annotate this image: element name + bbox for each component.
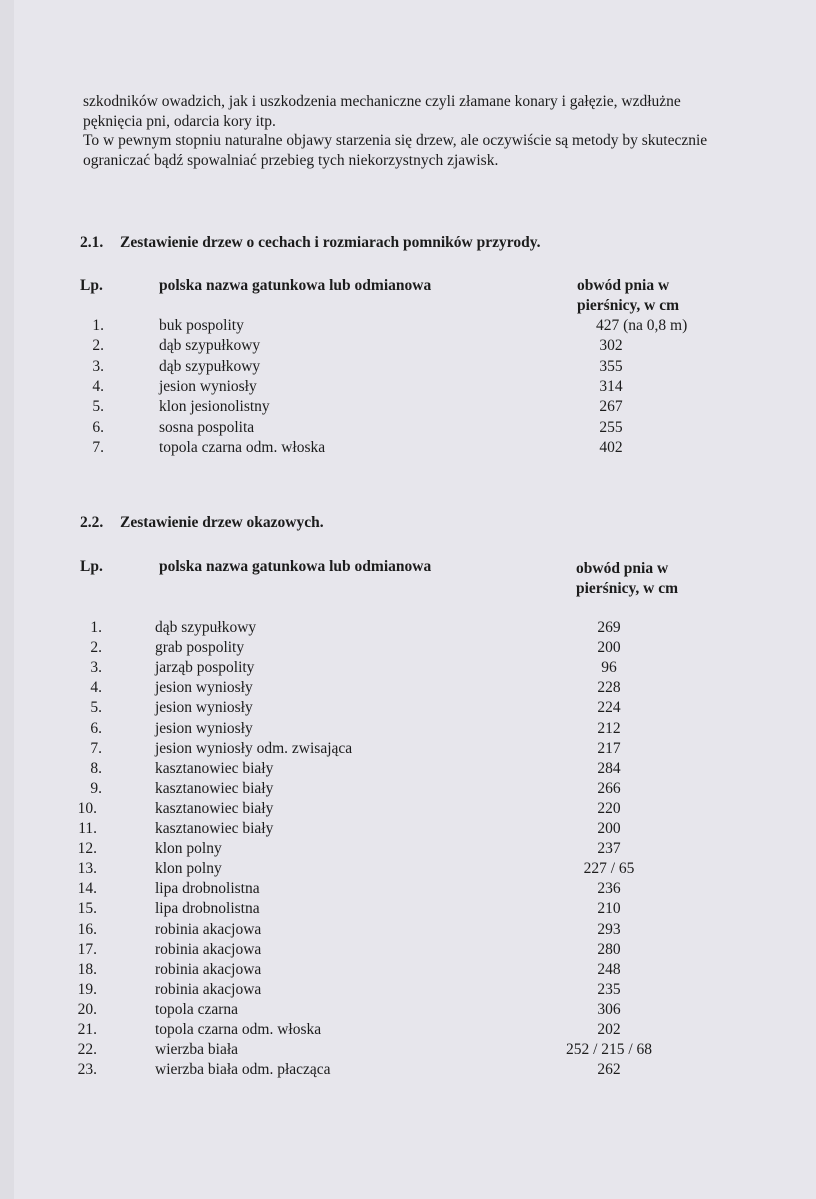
- trunk-circumference: 314: [599, 377, 623, 395]
- trunk-circumference: 302: [599, 337, 623, 355]
- trunk-circumference: 236: [597, 880, 621, 898]
- tree-species-name: jesion wyniosły: [155, 699, 253, 717]
- section-1-heading: [80, 234, 540, 252]
- trunk-circumference: 237: [597, 840, 621, 858]
- row-number: 11.: [78, 820, 97, 837]
- table-row: [0, 377, 816, 397]
- tree-species-name: topola czarna odm. włoska: [159, 438, 326, 456]
- row-number: 10.: [77, 799, 97, 817]
- row-number: 19.: [77, 980, 97, 998]
- trunk-circumference: 202: [597, 1021, 621, 1038]
- tree-species-name: sosna pospolita: [159, 418, 255, 436]
- tree-species-name: klon polny: [155, 840, 222, 858]
- table-row: [0, 638, 816, 658]
- row-number: 20.: [77, 1000, 97, 1018]
- row-number: 9.: [90, 779, 102, 797]
- row-number: 21.: [77, 1021, 97, 1038]
- trunk-circumference: 248: [597, 960, 621, 978]
- table-1-header-value-2: pierśnicy, w cm: [577, 297, 680, 314]
- table-row: [0, 438, 816, 458]
- trunk-circumference: 217: [597, 739, 621, 757]
- trunk-circumference: 228: [597, 679, 621, 697]
- section-1-number: 2.1.: [80, 234, 104, 251]
- tree-species-name: kasztanowiec biały: [155, 799, 274, 817]
- table-2-header-name: polska nazwa gatunkowa lub odmianowa: [159, 558, 432, 575]
- table-row: [0, 879, 816, 899]
- intro-line-2: To w pewnym stopniu naturalne objawy starzenia się drzew, ale oczywiście są metody by skutecznie ograniczać bądź spowalniać przebieg tych niekorzystnych zjawisk.: [83, 132, 708, 169]
- row-number: 7.: [92, 438, 104, 456]
- tree-species-name: buk pospolity: [159, 317, 244, 334]
- tree-species-name: klon polny: [155, 860, 222, 878]
- tree-species-name: dąb szypułkowy: [159, 337, 261, 355]
- table-2-header-value-1: obwód pnia w: [576, 560, 669, 577]
- row-number: 1.: [92, 317, 104, 334]
- row-number: 12.: [77, 840, 97, 858]
- section-2-heading: [80, 514, 324, 532]
- row-number: 15.: [77, 900, 97, 918]
- table-row: [0, 839, 816, 859]
- table-1-header-lp: Lp.: [80, 277, 103, 294]
- table-row: [0, 357, 816, 377]
- row-number: 3.: [90, 659, 102, 677]
- row-number: 3.: [92, 357, 104, 375]
- tree-species-name: klon jesionolistny: [159, 398, 270, 416]
- row-number: 23.: [77, 1061, 97, 1079]
- trunk-circumference: 262: [597, 1061, 621, 1079]
- table-row: [0, 899, 816, 919]
- trunk-circumference: 267: [599, 398, 623, 416]
- table-row: [0, 618, 816, 638]
- table-row: [0, 960, 816, 980]
- trunk-circumference: 355: [599, 357, 623, 375]
- tree-species-name: jarząb pospolity: [155, 659, 255, 677]
- table-row: [0, 316, 816, 336]
- trunk-circumference: 280: [597, 940, 621, 958]
- tree-species-name: wierzba biała odm. płacząca: [155, 1061, 331, 1079]
- table-row: [0, 920, 816, 940]
- trunk-circumference: 402: [599, 438, 623, 456]
- section-2-number: 2.2.: [80, 514, 104, 531]
- table-row: [0, 759, 816, 779]
- row-number: 2.: [92, 337, 104, 355]
- row-number: 13.: [77, 860, 97, 878]
- tree-species-name: robinia akacjowa: [155, 940, 262, 958]
- tree-species-name: wierzba biała: [155, 1041, 239, 1059]
- table-row: [0, 980, 816, 1000]
- tree-species-name: robinia akacjowa: [155, 980, 262, 998]
- row-number: 16.: [77, 920, 97, 938]
- section-1-title: Zestawienie drzew o cechach i rozmiarach pomników przyrody.: [120, 234, 541, 251]
- trunk-circumference: 427 (na 0,8 m): [596, 317, 688, 334]
- table-1-header-name: polska nazwa gatunkowa lub odmianowa: [159, 277, 432, 294]
- intro-line-1: szkodników owadzich, jak i uszkodzenia mechaniczne czyli złamane konary i gałęzie, wzdłużne pęknięcia pni, odarcia kory itp.: [83, 93, 681, 130]
- row-number: 6.: [90, 719, 102, 737]
- trunk-circumference: 306: [597, 1000, 621, 1018]
- row-number: 4.: [90, 679, 102, 697]
- row-number: 5.: [90, 699, 102, 717]
- row-number: 8.: [90, 759, 102, 777]
- row-number: 22.: [77, 1041, 97, 1059]
- trunk-circumference: 96: [601, 659, 617, 677]
- trunk-circumference: 269: [597, 619, 621, 636]
- row-number: 1.: [90, 619, 102, 636]
- table-row: [0, 1040, 816, 1060]
- table-row: [0, 1020, 816, 1040]
- tree-species-name: kasztanowiec biały: [155, 820, 274, 837]
- table-row: [0, 859, 816, 879]
- tree-species-name: jesion wyniosły: [159, 377, 257, 395]
- tree-species-name: jesion wyniosły odm. zwisająca: [155, 739, 353, 757]
- tree-species-name: kasztanowiec biały: [155, 779, 274, 797]
- trunk-circumference: 293: [597, 920, 621, 938]
- row-number: 7.: [90, 739, 102, 757]
- row-number: 2.: [90, 639, 102, 657]
- table-row: [0, 698, 816, 718]
- table-row: [0, 739, 816, 759]
- tree-species-name: grab pospolity: [155, 639, 245, 657]
- row-number: 5.: [92, 398, 104, 416]
- tree-species-name: robinia akacjowa: [155, 960, 262, 978]
- table-2-header-value-2: pierśnicy, w cm: [576, 580, 679, 597]
- trunk-circumference: 227 / 65: [583, 860, 635, 878]
- trunk-circumference: 210: [597, 900, 621, 918]
- tree-species-name: dąb szypułkowy: [159, 357, 261, 375]
- trunk-circumference: 235: [597, 980, 621, 998]
- table-row: [0, 799, 816, 819]
- table-row: [0, 336, 816, 356]
- table-row: [0, 819, 816, 839]
- table-row: [0, 940, 816, 960]
- row-number: 14.: [77, 880, 97, 898]
- trunk-circumference: 224: [597, 699, 621, 717]
- trunk-circumference: 200: [597, 820, 621, 837]
- table-row: [0, 678, 816, 698]
- row-number: 6.: [92, 418, 104, 436]
- tree-species-name: kasztanowiec biały: [155, 759, 274, 777]
- tree-species-name: lipa drobnolistna: [155, 900, 260, 918]
- tree-species-name: lipa drobnolistna: [155, 880, 260, 898]
- table-row: [0, 418, 816, 438]
- row-number: 17.: [77, 940, 97, 958]
- trunk-circumference: 266: [597, 779, 621, 797]
- tree-species-name: robinia akacjowa: [155, 920, 262, 938]
- table-row: [0, 719, 816, 739]
- section-2-title: Zestawienie drzew okazowych.: [120, 514, 324, 531]
- row-number: 18.: [77, 960, 97, 978]
- tree-species-name: jesion wyniosły: [155, 679, 253, 697]
- tree-species-name: jesion wyniosły: [155, 719, 253, 737]
- tree-species-name: topola czarna odm. włoska: [155, 1021, 322, 1038]
- table-1-header-value-1: obwód pnia w: [577, 277, 670, 294]
- trunk-circumference: 252 / 215 / 68: [565, 1041, 653, 1059]
- trunk-circumference: 284: [597, 759, 621, 777]
- trunk-circumference: 212: [597, 719, 621, 737]
- tree-species-name: dąb szypułkowy: [155, 619, 257, 636]
- trunk-circumference: 220: [597, 799, 621, 817]
- table-row: [0, 1060, 816, 1080]
- intro-paragraph: [83, 92, 743, 170]
- row-number: 4.: [92, 377, 104, 395]
- table-row: [0, 658, 816, 678]
- table-row: [0, 1000, 816, 1020]
- table-row: [0, 779, 816, 799]
- table-row: [0, 397, 816, 417]
- trunk-circumference: 255: [599, 418, 623, 436]
- tree-species-name: topola czarna: [155, 1000, 239, 1018]
- table-2-header-lp: Lp.: [80, 558, 103, 575]
- trunk-circumference: 200: [597, 639, 621, 657]
